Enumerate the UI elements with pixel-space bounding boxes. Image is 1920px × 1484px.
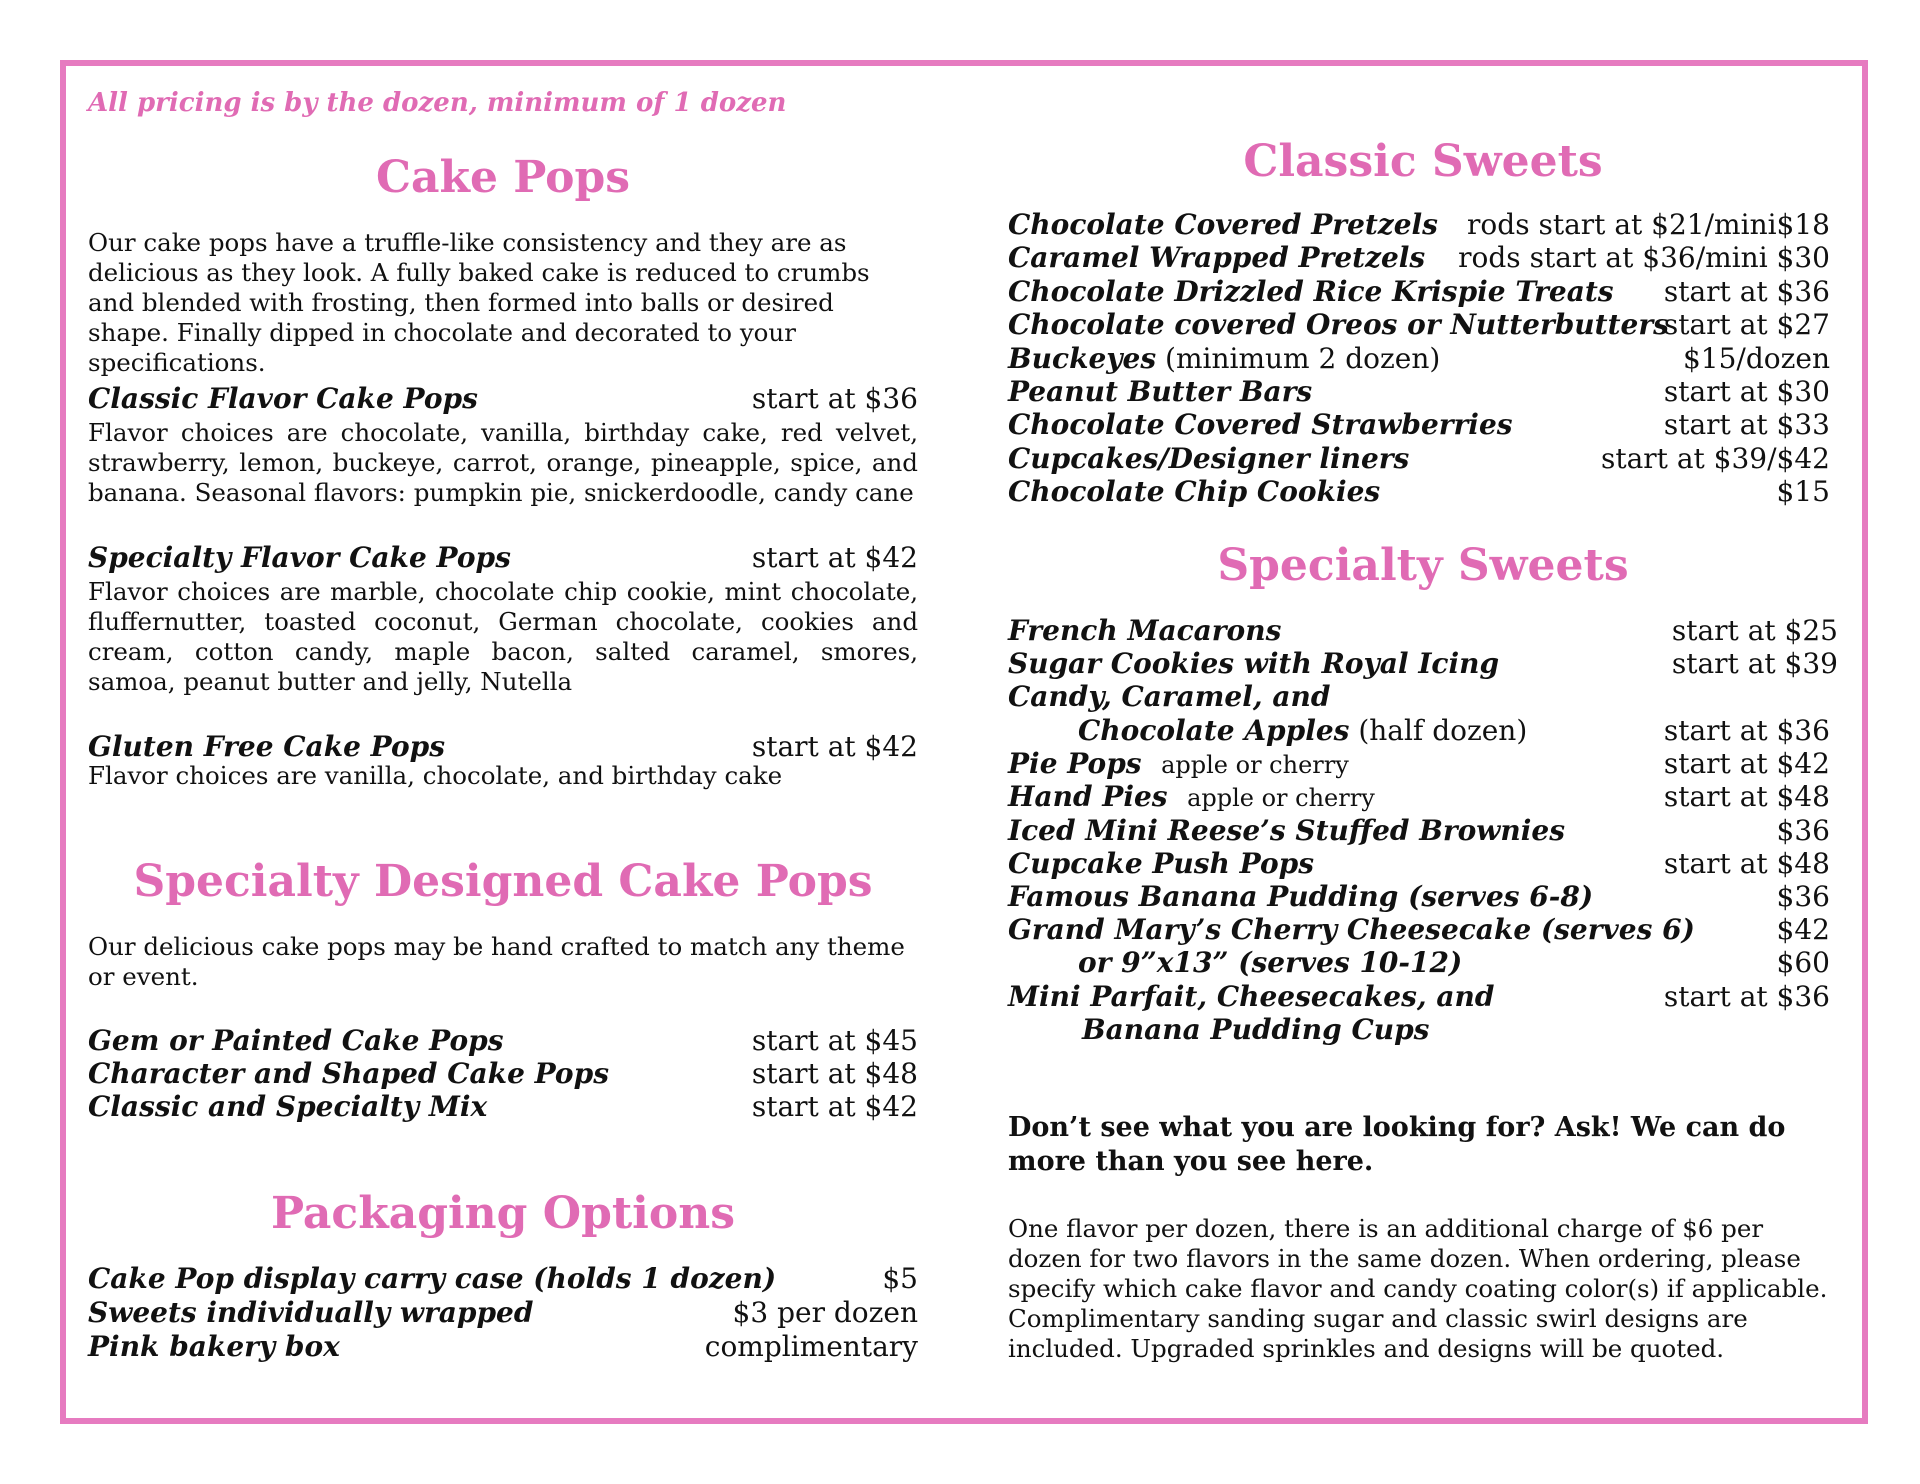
menu-item — [1008, 880, 1838, 914]
menu-item — [1008, 913, 1838, 947]
item-name: Sweets individually wrapped — [88, 1296, 534, 1329]
item-description: Flavor choices are chocolate, vanilla, birthday cake, red velvet, strawberry, lemon, buckeye, carrot, orange, pineapple, spice, and banana. Seasonal flavors: pumpkin pie, snickerdoodle, candy cane — [88, 418, 918, 507]
item-name: Hand Pies apple or cherry — [1008, 780, 1375, 813]
item-name: Famous Banana Pudding (serves 6-8) — [1008, 880, 1594, 913]
item-name: Peanut Butter Bars — [1008, 375, 1313, 408]
item-name: Mini Parfait, Cheesecakes, and — [1008, 980, 1495, 1013]
menu-item — [1008, 814, 1838, 848]
packaging-heading: Packaging Options — [271, 1188, 735, 1239]
item-price: complimentary — [704, 1330, 918, 1363]
item-name: Caramel Wrapped Pretzels — [1008, 241, 1426, 274]
item-description: Flavor choices are vanilla, chocolate, and birthday cake — [88, 761, 783, 790]
menu-item — [1008, 680, 1838, 714]
item-name: Chocolate Covered Strawberries — [1008, 408, 1513, 441]
specialty-designed-heading: Specialty Designed Cake Pops — [133, 856, 873, 907]
item-price: start at $48 — [1663, 847, 1830, 880]
item-name: Gem or Painted Cake Pops — [88, 1024, 504, 1057]
item-name: Chocolate Covered Pretzels — [1008, 208, 1438, 241]
menu-item — [1008, 375, 1838, 409]
item-price: start at $36 — [1663, 714, 1830, 747]
menu-item — [1008, 408, 1838, 442]
menu-item — [1008, 614, 1838, 648]
menu-item — [88, 382, 918, 416]
pricing-note: All pricing is by the dozen, minimum of 1 dozen — [88, 88, 787, 118]
menu-item — [1008, 780, 1838, 814]
item-price: start at $25 — [1671, 614, 1838, 647]
specialty-sweets-heading: Specialty Sweets — [1217, 540, 1629, 591]
menu-item — [1008, 308, 1838, 342]
item-price: $36 — [1776, 814, 1830, 847]
menu-item — [1008, 1013, 1838, 1047]
item-name: Iced Mini Reese’s Stuffed Brownies — [1008, 814, 1565, 847]
item-name: Cake Pop display carry case (holds 1 dozen) — [88, 1262, 777, 1295]
item-price: $5 — [882, 1262, 918, 1295]
item-description: Flavor choices are marble, chocolate chip cookie, mint chocolate, fluffernutter, toasted coconut, German chocolate, cookies and cream, cotton candy, maple bacon, salted caramel, smores, samoa, peanut butter and jelly, Nutella — [88, 577, 918, 696]
menu-item — [88, 730, 918, 764]
item-name: Grand Mary’s Cherry Cheesecake (serves 6) — [1008, 913, 1695, 946]
item-name: Chocolate covered Oreos or Nutterbutters — [1008, 308, 1669, 341]
menu-item — [1008, 714, 1838, 748]
item-name: French Macarons — [1008, 614, 1282, 647]
cake-pops-intro: Our cake pops have a truffle-like consistency and they are as delicious as they look. A fully baked cake is reduced to crumbs and blended with frosting, then formed into balls or desired shape. Finally dipped in chocolate and decorated to your specifications. — [88, 228, 870, 377]
item-price: $3 per dozen — [732, 1296, 918, 1329]
item-price: start at $48 — [1663, 780, 1830, 813]
menu-item — [1008, 442, 1838, 476]
item-name: or 9”x13” (serves 10-12) — [1078, 946, 1463, 979]
item-price: rods start at $21/mini$18 — [1467, 208, 1830, 241]
item-name: Cupcakes/Designer liners — [1008, 442, 1410, 475]
menu-item — [1008, 946, 1838, 980]
item-price: start at $42 — [1663, 747, 1830, 780]
menu-item — [88, 1090, 918, 1124]
menu-item — [1008, 747, 1838, 781]
ordering-note: One flavor per dozen, there is an additional charge of $6 per dozen for two flavors in the same dozen. When ordering, please specify which cake flavor and candy coating color(s) if applicable. Complimentary sanding sugar and classic swirl designs are included. Upgraded sprinkles and designs will be quoted. — [1008, 1214, 1828, 1363]
classic-sweets-heading: Classic Sweets — [1243, 136, 1603, 187]
menu-item — [1008, 208, 1838, 242]
item-price: start at $30 — [1663, 375, 1830, 408]
menu-item — [88, 1296, 918, 1330]
item-price: start at $27 — [1663, 308, 1830, 341]
menu-item — [1008, 847, 1838, 881]
item-price: start at $36 — [1663, 275, 1830, 308]
ask-note: Don’t see what you are looking for? Ask! We can do more than you see here. — [1008, 1112, 1786, 1177]
menu-item — [88, 1057, 918, 1091]
item-name: Classic and Specialty Mix — [88, 1090, 488, 1123]
item-price: start at $42 — [751, 730, 918, 763]
item-name: Gluten Free Cake Pops — [88, 730, 445, 763]
menu-item — [1008, 647, 1838, 681]
item-price: $15/dozen — [1682, 342, 1830, 375]
item-price: start at $36 — [751, 382, 918, 415]
item-name: Sugar Cookies with Royal Icing — [1008, 647, 1500, 680]
menu-item — [88, 1262, 918, 1296]
item-price: $42 — [1776, 913, 1830, 946]
item-price: $15 — [1776, 475, 1830, 508]
cake-pops-heading: Cake Pops — [375, 152, 631, 203]
item-price: start at $48 — [751, 1057, 918, 1090]
item-price: $36 — [1776, 880, 1830, 913]
item-price: rods start at $36/mini $30 — [1458, 241, 1830, 274]
item-price: start at $42 — [751, 541, 918, 574]
designed-intro: Our delicious cake pops may be hand crafted to match any theme or event. — [88, 932, 905, 991]
item-price: start at $39 — [1671, 647, 1838, 680]
item-price: start at $42 — [751, 1090, 918, 1123]
menu-item — [1008, 241, 1838, 275]
menu-item — [88, 541, 918, 575]
item-name: Character and Shaped Cake Pops — [88, 1057, 609, 1090]
item-name: Candy, Caramel, and — [1008, 680, 1331, 713]
item-name: Banana Pudding Cups — [1082, 1013, 1430, 1046]
item-name: Cupcake Push Pops — [1008, 847, 1314, 880]
item-name: Buckeyes (minimum 2 dozen) — [1008, 342, 1441, 375]
menu-item — [1008, 275, 1838, 309]
menu-item — [88, 1330, 918, 1364]
item-price: $60 — [1776, 946, 1830, 979]
item-name: Specialty Flavor Cake Pops — [88, 541, 511, 574]
menu-item — [1008, 980, 1838, 1014]
item-name: Chocolate Chip Cookies — [1008, 475, 1381, 508]
item-name: Classic Flavor Cake Pops — [88, 382, 478, 415]
item-price: start at $33 — [1663, 408, 1830, 441]
item-price: start at $36 — [1663, 980, 1830, 1013]
item-name: Chocolate Apples (half dozen) — [1078, 714, 1528, 747]
menu-item — [1008, 342, 1838, 376]
item-price: start at $39/$42 — [1600, 442, 1830, 475]
menu-item — [1008, 475, 1838, 509]
item-name: Pie Pops apple or cherry — [1008, 747, 1349, 780]
item-price: start at $45 — [751, 1024, 918, 1057]
item-name: Chocolate Drizzled Rice Krispie Treats — [1008, 275, 1614, 308]
item-name: Pink bakery box — [88, 1330, 340, 1363]
menu-item — [88, 1024, 918, 1058]
